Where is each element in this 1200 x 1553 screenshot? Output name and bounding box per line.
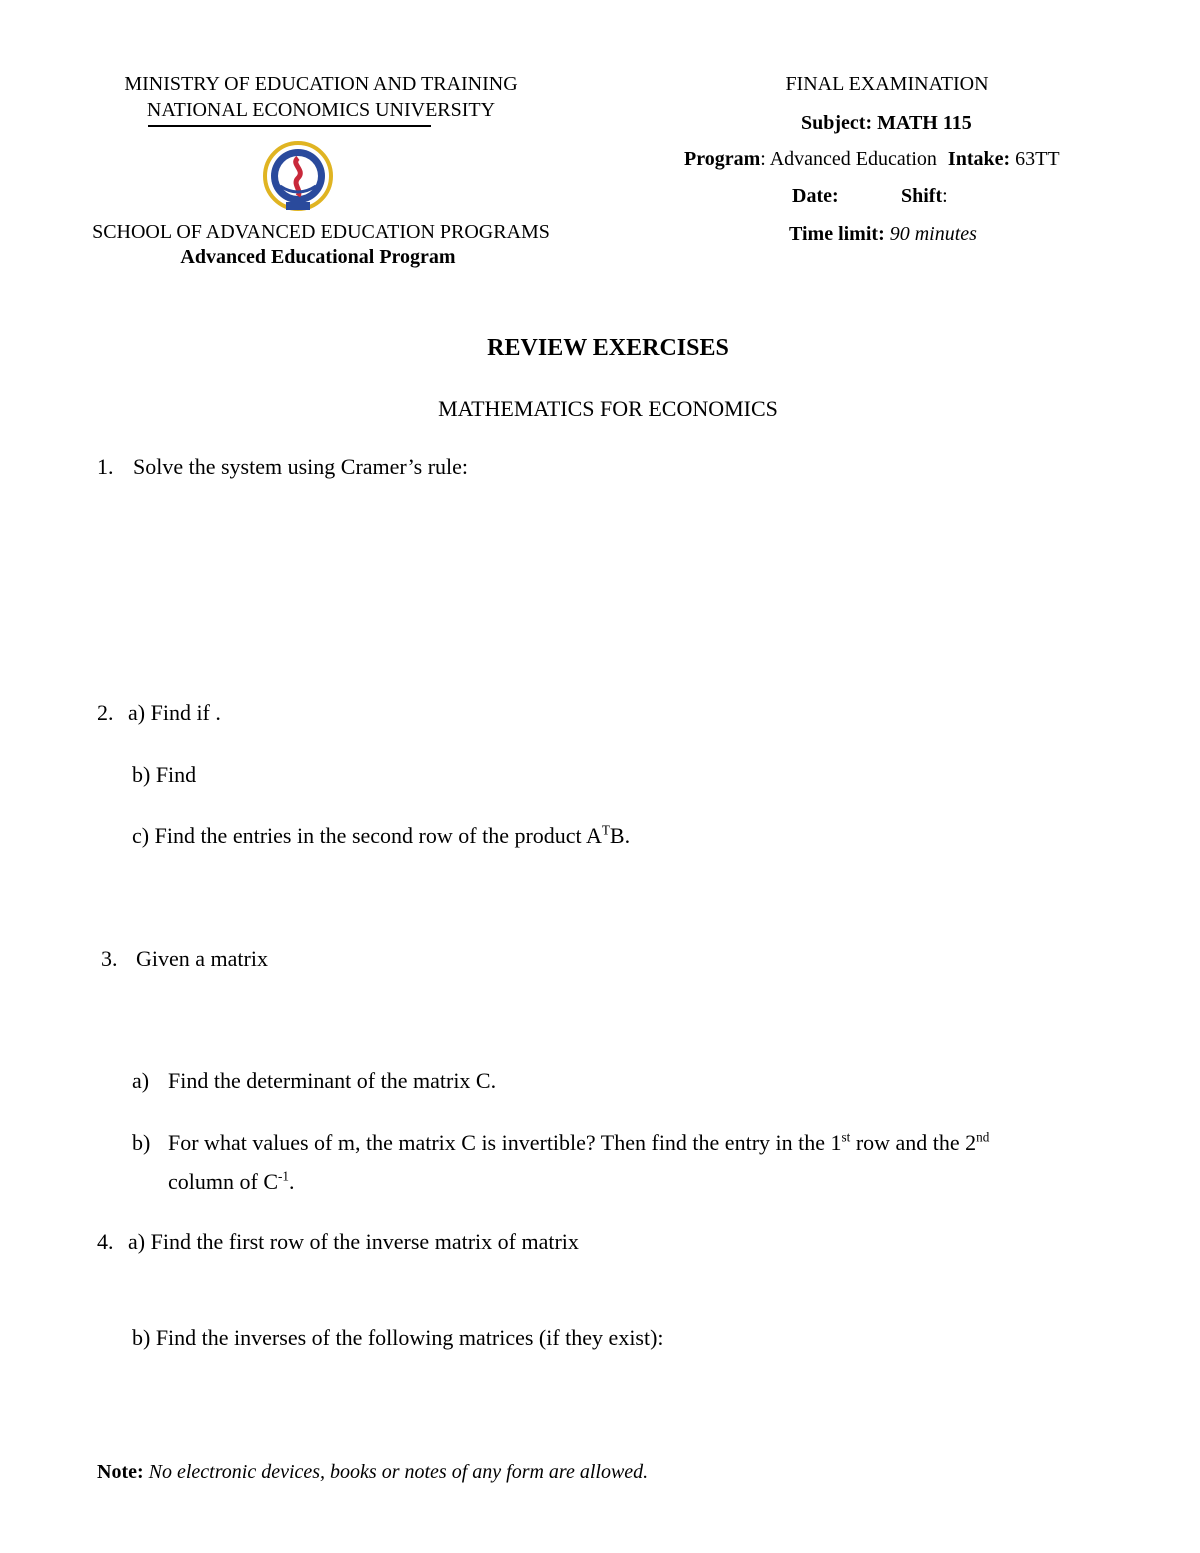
question-3b-line2-end: . — [289, 1169, 295, 1194]
university-name: NATIONAL ECONOMICS UNIVERSITY — [146, 99, 496, 121]
question-2-number: 2. — [97, 700, 114, 725]
document-title: REVIEW EXERCISES — [487, 335, 729, 361]
question-3b-line2-text: column of C — [168, 1169, 278, 1194]
exam-title: FINAL EXAMINATION — [785, 73, 989, 95]
header-underline — [148, 125, 431, 127]
program-name: Advanced Educational Program — [180, 246, 456, 268]
document-subtitle: MATHEMATICS FOR ECONOMICS — [438, 396, 778, 421]
program-line — [684, 147, 1060, 171]
question-2a-text: a) Find if . — [128, 700, 221, 725]
question-3b-line1 — [168, 1130, 989, 1156]
program-label: Program — [684, 148, 761, 170]
ministry-name: MINISTRY OF EDUCATION AND TRAINING — [124, 73, 518, 95]
program-value: : Advanced Education — [760, 148, 937, 170]
transpose-superscript: T — [601, 822, 610, 838]
question-3b-text: For what values of m, the matrix C is invertible? Then find the entry in the 1 — [168, 1130, 842, 1155]
second-superscript: nd — [976, 1129, 990, 1145]
intake-value: 63TT — [1015, 148, 1060, 170]
time-limit-line — [789, 222, 977, 246]
question-4-number: 4. — [97, 1229, 114, 1254]
subject-line — [801, 111, 972, 135]
intake-label: Intake: — [947, 148, 1011, 170]
note-label: Note: — [97, 1461, 144, 1483]
question-3a-text: Find the determinant of the matrix C. — [168, 1068, 497, 1093]
question-2c-text — [132, 823, 630, 849]
question-2c-prefix: c) Find the entries in the second row of the product A — [132, 823, 602, 848]
shift-line — [901, 184, 948, 208]
question-3b-line2 — [168, 1169, 295, 1195]
first-superscript: st — [841, 1129, 851, 1145]
question-1-text: Solve the system using Cramer’s rule: — [133, 454, 469, 479]
question-3-text: Given a matrix — [136, 946, 268, 971]
time-limit-label: Time limit: — [789, 223, 885, 245]
school-name: SCHOOL OF ADVANCED EDUCATION PROGRAMS — [92, 221, 550, 243]
note — [97, 1460, 648, 1484]
subject-label: Subject: — [801, 112, 873, 134]
shift-label: Shift — [901, 185, 943, 207]
question-2b-text: b) Find — [132, 762, 197, 787]
question-4a-text: a) Find the first row of the inverse matrix of matrix — [128, 1229, 579, 1254]
inverse-superscript: -1 — [278, 1168, 289, 1184]
date-label: Date: — [792, 185, 839, 207]
university-logo-icon — [262, 140, 334, 216]
question-4b-text: b) Find the inverses of the following matrices (if they exist): — [132, 1325, 664, 1350]
note-text: No electronic devices, books or notes of any form are allowed. — [143, 1461, 649, 1483]
time-limit-value: 90 minutes — [889, 223, 977, 245]
question-3-number: 3. — [101, 946, 118, 971]
shift-colon: : — [942, 185, 948, 207]
subject-value: MATH 115 — [877, 112, 972, 134]
question-3b-middle: row and the 2 — [850, 1130, 977, 1155]
question-1-number: 1. — [97, 454, 114, 479]
question-3b-label: b) — [132, 1130, 151, 1155]
question-2c-suffix: B. — [609, 823, 631, 848]
question-3a-label: a) — [132, 1068, 150, 1093]
